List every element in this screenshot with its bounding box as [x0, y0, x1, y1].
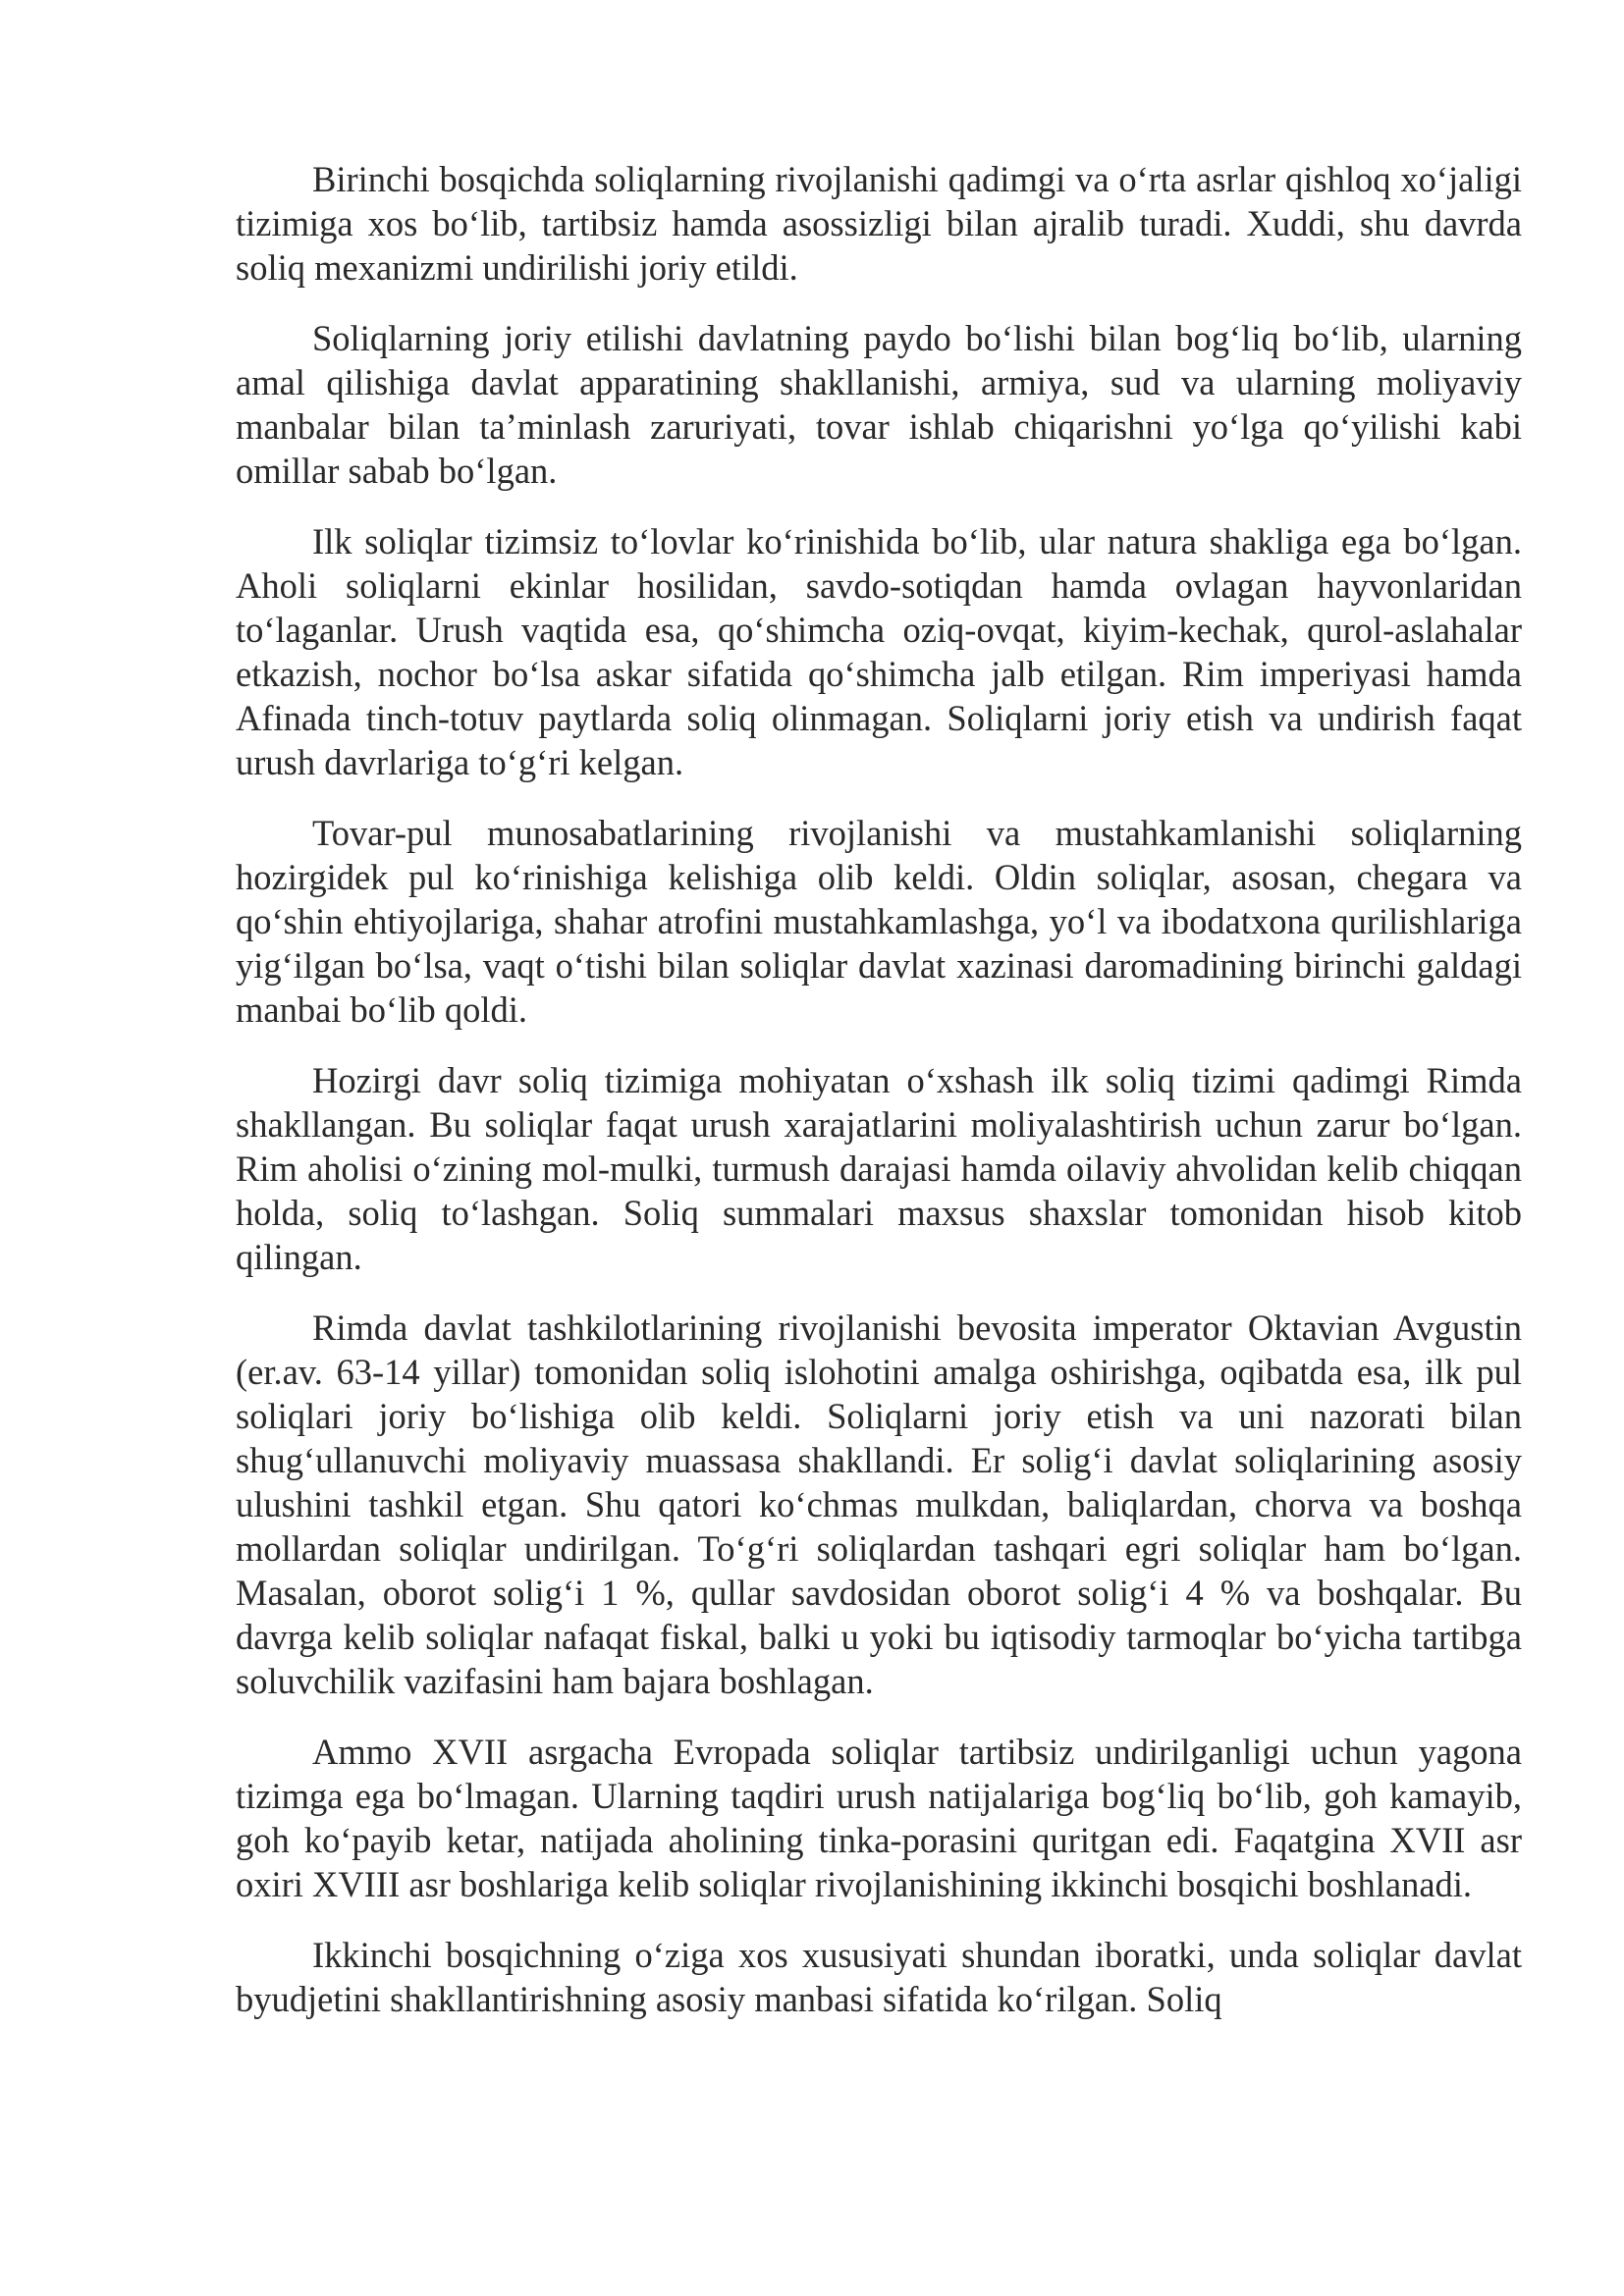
paragraph-2: Soliqlarning joriy etilishi davlatning paydo bo‘lishi bilan bog‘liq bo‘lib, ularning amal qilishiga davlat apparatining shakllanishi, armiya, sud va ularning moliyaviy manbalar bilan ta’minlash zaruriyati, tovar ishlab chiqarishni yo‘lga qo‘yilishi kabi omillar sabab bo‘lgan.	[236, 318, 1522, 491]
paragraph-7: Ammo XVII asrgacha Evropada soliqlar tartibsiz undirilganligi uchun yagona tizimga ega bo‘lmagan. Ularning taqdiri urush natijalariga bog‘liq bo‘lib, goh kamayib, goh ko‘payib ketar, natijada aholining tinka-porasini quritgan edi. Faqatgina XVII asr oxiri XVIII asr boshlariga kelib soliqlar rivojlanishining ikkinchi bosqichi boshlanadi.	[236, 1732, 1522, 1904]
paragraph-8: Ikkinchi bosqichning o‘ziga xos xususiyati shundan iboratki, unda soliqlar davlat byudjetini shakllantirishning asosiy manbasi sifatida ko‘rilgan. Soliq	[236, 1935, 1522, 2019]
document-page	[236, 157, 1522, 2048]
paragraph-1: Birinchi bosqichda soliqlarning rivojlanishi qadimgi va o‘rta asrlar qishloq xo‘jaligi tizimiga xos bo‘lib, tartibsiz hamda asossizligi bilan ajralib turadi. Xuddi, shu davrda soliq mexanizmi undirilishi joriy etildi.	[236, 159, 1522, 288]
paragraph-6: Rimda davlat tashkilotlarining rivojlanishi bevosita imperator Oktavian Avgustin (er.av. 63-14 yillar) tomonidan soliq islohotini amalga oshirishga, oqibatda esa, ilk pul soliqlari joriy bo‘lishiga olib keldi. Soliqlarni joriy etish va uni nazorati bilan shug‘ullanuvchi moliyaviy muassasa shakllandi. Er solig‘i davlat soliqlarining asosiy ulushini tashkil etgan. Shu qatori ko‘chmas mulkdan, baliqlardan, chorva va boshqa mollardan soliqlar undirilgan. To‘g‘ri soliqlardan tashqari egri soliqlar ham bo‘lgan. Masalan, oborot solig‘i 1 %, qullar savdosidan oborot solig‘i 4 % va boshqalar. Bu davrga kelib soliqlar nafaqat fiskal, balki u yoki bu iqtisodiy tarmoqlar bo‘yicha tartibga soluvchilik vazifasini ham bajara boshlagan.	[236, 1308, 1522, 1701]
paragraph-3: Ilk soliqlar tizimsiz to‘lovlar ko‘rinishida bo‘lib, ular natura shakliga ega bo‘lgan. Aholi soliqlarni ekinlar hosilidan, savdo-sotiqdan hamda ovlagan hayvonlaridan to‘laganlar. Urush vaqtida esa, qo‘shimcha oziq-ovqat, kiyim-kechak, qurol-aslahalar etkazish, nochor bo‘lsa askar sifatida qo‘shimcha jalb etilgan. Rim imperiyasi hamda Afinada tinch-totuv paytlarda soliq olinmagan. Soliqlarni joriy etish va undirish faqat urush davrlariga to‘g‘ri kelgan.	[236, 521, 1522, 782]
paragraph-4: Tovar-pul munosabatlarining rivojlanishi va mustahkamlanishi soliqlarning hozirgidek pul ko‘rinishiga kelishiga olib keldi. Oldin soliqlar, asosan, chegara va qo‘shin ehtiyojlariga, shahar atrofini mustahkamlashga, yo‘l va ibodatxona qurilishlariga yig‘ilgan bo‘lsa, vaqt o‘tishi bilan soliqlar davlat xazinasi daromadining birinchi galdagi manbai bo‘lib qoldi.	[236, 813, 1522, 1030]
paragraph-5: Hozirgi davr soliq tizimiga mohiyatan o‘xshash ilk soliq tizimi qadimgi Rimda shakllangan. Bu soliqlar faqat urush xarajatlarini moliyalashtirish uchun zarur bo‘lgan. Rim aholisi o‘zining mol-mulki, turmush darajasi hamda oilaviy ahvolidan kelib chiqqan holda, soliq to‘lashgan. Soliq summalari maxsus shaxslar tomonidan hisob kitob qilingan.	[236, 1060, 1522, 1277]
